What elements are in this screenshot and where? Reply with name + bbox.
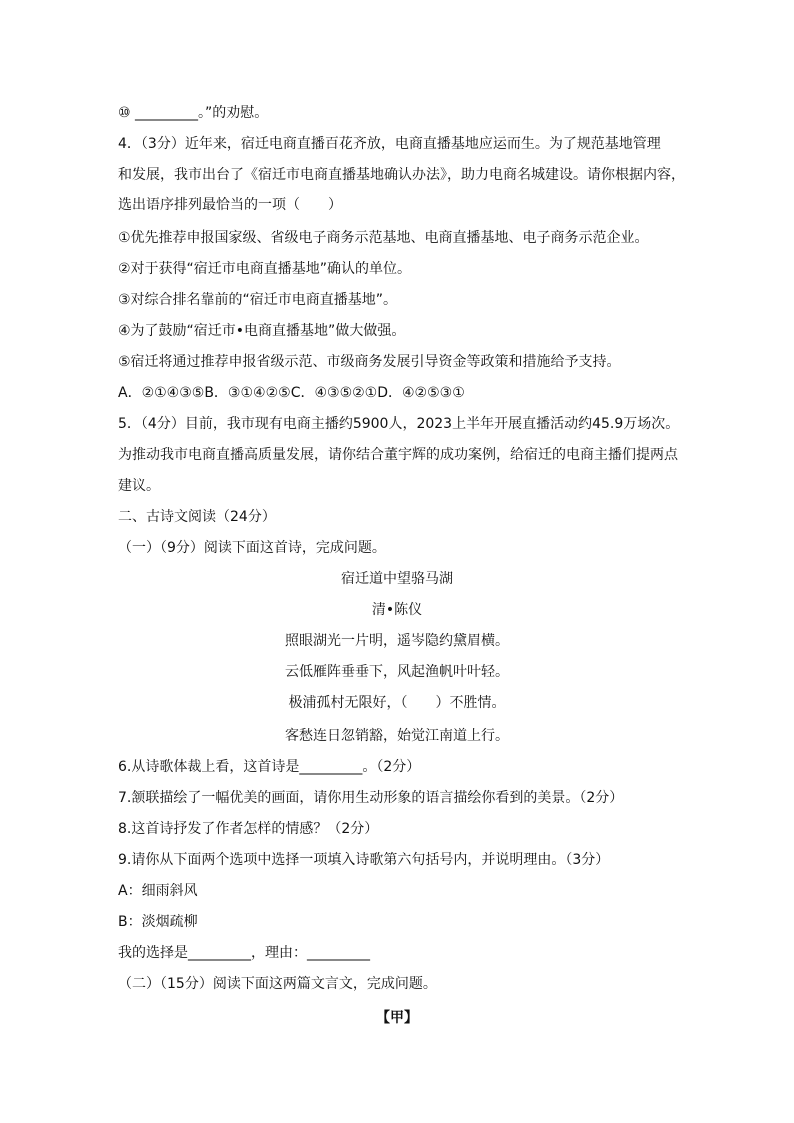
line-q5-stem-2: 为推动我市电商直播高质量发展，请你结合董宇辉的成功案例，给宿迁的电商主播们提两点 [118,447,678,463]
line-q5-stem-3: 建议。 [118,478,160,494]
line-q4-item-2: ②对于获得“宿迁市电商直播基地”确认的单位。 [118,261,412,277]
line-q4-item-5: ⑤宿迁将通过推荐申报省级示范、市级商务发展引导资金等政策和措施给予支持。 [118,354,621,370]
line-q4-item-1: ①优先推荐申报国家级、省级电子商务示范基地、电商直播基地、电子商务示范企业。 [118,230,649,246]
line-q9-answer: 我的选择是_________，理由：_________ [118,945,370,961]
poem-line-3: 极浦孤村无限好，（ ）不胜情。 [288,695,506,711]
poem-line-2: 云低雁阵垂垂下，风起渔帆叶叶轻。 [285,664,509,680]
poem-line-4: 客愁连日忽销豁，始觉江南道上行。 [285,728,509,744]
subsection-heading-prose: （二）（15分）阅读下面这两篇文言文，完成问题。 [118,976,437,992]
line-q4-stem-1: 4．（3分）近年来，宿迁电商直播百花齐放，电商直播基地应运而生。为了规范基地管理 [118,136,661,152]
line-q4-item-4: ④为了鼓励“宿迁市•电商直播基地”做大做强。 [118,323,406,339]
line-q9-option-b: B：淡烟疏柳 [118,914,198,930]
line-q4-stem-3: 选出语序排列最恰当的一项（ ） [118,197,342,213]
line-q6: 6.从诗歌体裁上看，这首诗是_________。（2分） [118,759,421,775]
line-q9: 9.请你从下面两个选项中选择一项填入诗歌第六句括号内，并说明理由。（3分） [118,852,610,868]
section-marker-jia: 【甲】 [376,1010,418,1026]
poem-title: 宿迁道中望骆马湖 [341,571,453,587]
line-q5-stem-1: 5．（4分）目前，我市现有电商主播约5900人，2023上半年开展直播活动约45.9万场次。 [118,416,680,432]
line-q7: 7.颔联描绘了一幅优美的画面，请你用生动形象的语言描绘你看到的美景。（2分） [118,790,624,806]
line-q9-option-a: A：细雨斜风 [118,883,198,899]
line-q4-item-3: ③对综合排名靠前的“宿迁市电商直播基地”。 [118,292,398,308]
section-heading-classical: 二、古诗文阅读（24分） [118,509,276,525]
line-q4-stem-2: 和发展，我市出台了《宿迁市电商直播基地确认办法》，助力电商名城建设。请你根据内容， [118,167,685,183]
poem-author: 清•陈仪 [371,602,423,618]
line-q3-end: ⑩ _________。”的劝慰。 [118,105,269,121]
subsection-heading-poem: （一）（9分）阅读下面这首诗，完成问题。 [118,540,386,556]
poem-line-1: 照眼湖光一片明，遥岑隐约黛眉横。 [285,633,509,649]
line-q4-options: A．②①④③⑤B．③①④②⑤C．④③⑤②①D．④②⑤③① [118,385,465,401]
line-q8: 8.这首诗抒发了作者怎样的情感？（2分） [118,821,379,837]
